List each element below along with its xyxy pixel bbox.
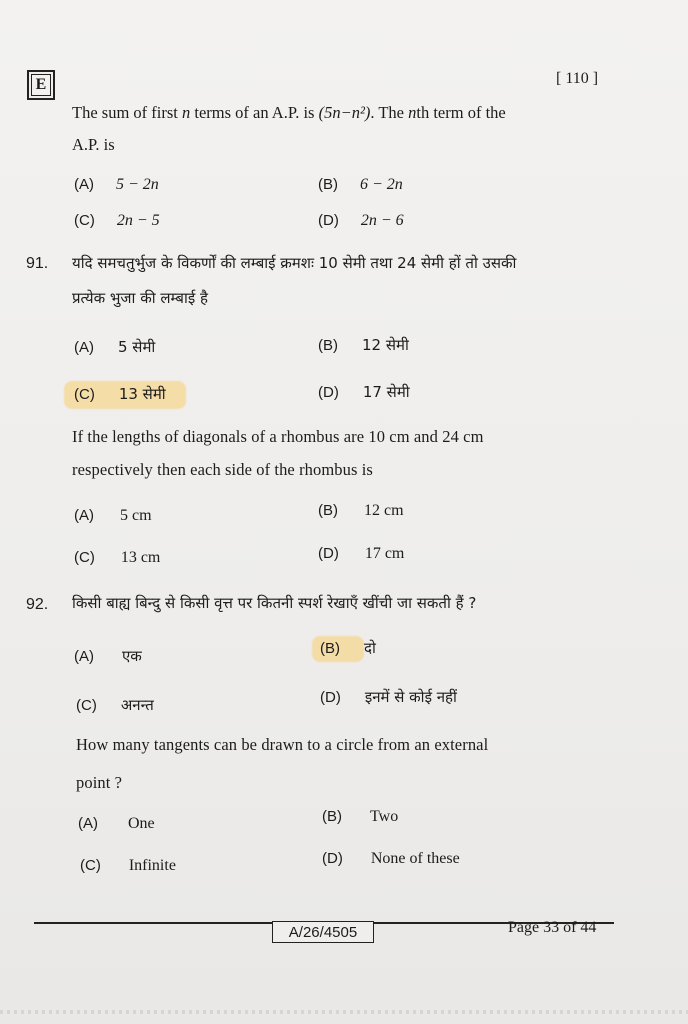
page-number: [ 110 ] xyxy=(556,70,599,87)
q92-hindi-option-d[interactable]: (D) इनमें से कोई नहीं xyxy=(320,688,457,706)
q92-english-line1: How many tangents can be drawn to a circle from an external xyxy=(76,735,489,754)
q91-hindi-option-c[interactable]: (C) 13 सेमी xyxy=(74,385,166,403)
paper-code: A/26/4505 xyxy=(272,921,374,943)
q92-english-option-b[interactable]: (B) Two xyxy=(322,808,399,825)
q90-option-d[interactable]: (D) 2n − 6 xyxy=(318,212,404,229)
q91-hindi-line2: प्रत्येक भुजा की लम्बाई है xyxy=(72,289,208,307)
q92-hindi-option-a[interactable]: (A) एक xyxy=(74,647,142,665)
q92-hindi-option-c[interactable]: (C) अनन्त xyxy=(76,696,154,714)
q90-option-b[interactable]: (B) 6 − 2n xyxy=(318,176,403,193)
q90-expression: (5n−n²) xyxy=(318,103,371,122)
q92-english-option-c[interactable]: (C) Infinite xyxy=(80,857,176,874)
series-code-box: E xyxy=(27,70,55,100)
q91-english-option-a[interactable]: (A) 5 cm xyxy=(74,507,152,524)
perforation-edge xyxy=(0,1010,688,1014)
q92-english-line2: point ? xyxy=(76,773,123,792)
q92-number: 92. xyxy=(26,596,49,613)
q90-english-line2: A.P. is xyxy=(72,135,115,154)
q91-hindi-option-b[interactable]: (B) 12 सेमी xyxy=(318,336,409,354)
q91-hindi-option-a[interactable]: (A) 5 सेमी xyxy=(74,338,156,356)
q91-english-line2: respectively then each side of the rhombus is xyxy=(72,460,373,479)
q91-number: 91. xyxy=(26,255,49,272)
q92-english-option-d[interactable]: (D) None of these xyxy=(322,850,460,867)
q91-english-option-c[interactable]: (C) 13 cm xyxy=(74,549,161,566)
q91-hindi-line1: यदि समचतुर्भुज के विकर्णों की लम्बाई क्रमशः 10 सेमी तथा 24 सेमी हों तो उसकी xyxy=(72,254,517,272)
q91-english-line1: If the lengths of diagonals of a rhombus are 10 cm and 24 cm xyxy=(72,427,484,446)
q91-english-option-b[interactable]: (B) 12 cm xyxy=(318,502,404,519)
page-of-total: Page 33 of 44 xyxy=(508,919,597,936)
q91-hindi-option-d[interactable]: (D) 17 सेमी xyxy=(318,383,410,401)
q90-option-c[interactable]: (C) 2n − 5 xyxy=(74,212,160,229)
q90-option-a[interactable]: (A) 5 − 2n xyxy=(74,176,159,193)
q92-hindi-line1: किसी बाह्य बिन्दु से किसी वृत्त पर कितनी स्पर्श रेखाएँ खींची जा सकती हैं ? xyxy=(72,594,477,612)
q90-english-line1: The sum of first n terms of an A.P. is (5n−n²). The nth term of the xyxy=(72,103,506,122)
q92-hindi-option-b[interactable]: (B) दो xyxy=(320,639,376,657)
q92-english-option-a[interactable]: (A) One xyxy=(78,815,155,832)
q91-english-option-d[interactable]: (D) 17 cm xyxy=(318,545,405,562)
